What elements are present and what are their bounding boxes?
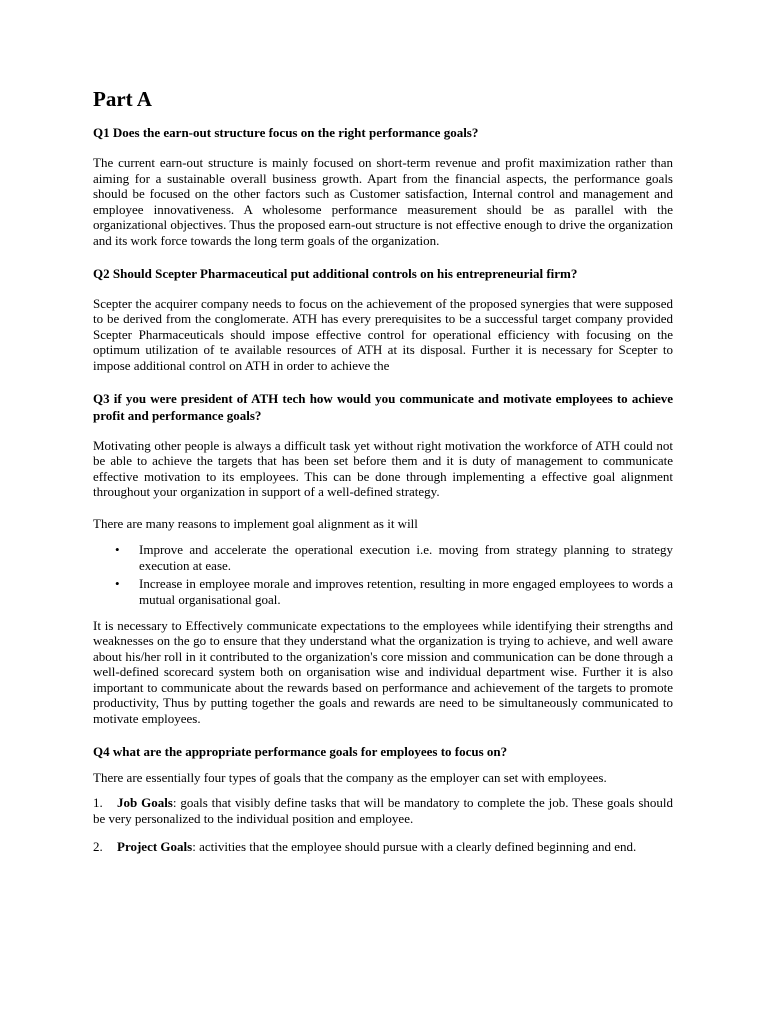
bullet-icon: •	[115, 575, 120, 591]
list-item	[93, 576, 673, 608]
item-term: Project Goals	[117, 839, 193, 855]
document-page	[93, 86, 673, 867]
q3-heading: Q3 if you were president of ATH tech how would you communicate and motivate employees to achieve profit and performance goals?	[93, 390, 673, 423]
q3-bullet-list	[93, 542, 673, 608]
q3-paragraph-1: Motivating other people is always a difficult task yet without right motivation the workforce of ATH could not be able to achieve the targets that has been set before them and it is duty of management to communicate effective motivation to its employees. This can be done through implementing a effective goal alignment throughout your organization in support of a well-defined strategy.	[93, 437, 673, 500]
item-term: Job Goals	[117, 795, 173, 811]
q3-paragraph-3: It is necessary to Effectively communicate expectations to the employees while identifying their strengths and weaknesses on the go to ensure that they understand what the organization is trying to achieve, and well aware about his/her roll in it contributed to the organization's core mission and communication can be done through a well-defined scorecard system both on organisation wise and individual department wise. Further it is also important to communicate about the rewards based on performance and achievement of the targets to promote productivity, Thus by putting together the goals and rewards are need to be simultaneously communicated to motivate employees.	[93, 617, 673, 727]
item-number: 1.	[93, 795, 103, 811]
q2-heading: Q2 Should Scepter Pharmaceutical put additional controls on his entrepreneurial firm?	[93, 265, 578, 281]
q4-heading: Q4 what are the appropriate performance goals for employees to focus on?	[93, 743, 508, 759]
numbered-item-job-goals	[93, 795, 673, 827]
item-number: 2.	[93, 839, 103, 855]
bullet-text: Improve and accelerate the operational execution i.e. moving from strategy planning to strategy execution at ease.	[139, 541, 673, 573]
item-text: : activities that the employee should pursue with a clearly defined beginning and end.	[192, 839, 637, 855]
q1-heading: Q1 Does the earn-out structure focus on the right performance goals?	[93, 125, 479, 140]
q3-paragraph-2: There are many reasons to implement goal alignment as it will	[93, 515, 418, 531]
q1-paragraph: The current earn-out structure is mainly focused on short-term revenue and profit maximization rather than aiming for a sustainable overall business growth. Apart from the financial aspects, the performance goals should be focused on the other factors such as Customer satisfaction, Internal control and management and employee innovativeness. A wholesome performance measurement should be as parallel with the organizational objectives. Thus the proposed earn-out structure is not effective enough to drive the organization and its work force towards the long term goals of the organization.	[93, 155, 673, 248]
list-item	[93, 542, 673, 574]
item-text: : goals that visibly define tasks that will be mandatory to complete the job. These goals should be very personalized to the individual position and employee.	[93, 795, 674, 827]
q2-paragraph: Scepter the acquirer company needs to focus on the achievement of the proposed synergies that were supposed to be derived from the conglomerate. ATH has every prerequisites to be a successful target company provided Scepter Pharmaceuticals should impose effective control for operational efficiency with focusing on the optimum utilization of te available resources of ATH at its disposal. Further it is necessary for Scepter to impose additional control on ATH in order to achieve the	[93, 295, 673, 373]
bullet-icon: •	[115, 541, 120, 557]
numbered-item-project-goals	[93, 839, 673, 855]
page-title: Part A	[93, 87, 152, 111]
q4-paragraph: There are essentially four types of goals that the company as the employer can set with employees.	[93, 769, 607, 785]
bullet-text: Increase in employee morale and improves retention, resulting in more engaged employees to words a mutual organisational goal.	[139, 575, 673, 607]
